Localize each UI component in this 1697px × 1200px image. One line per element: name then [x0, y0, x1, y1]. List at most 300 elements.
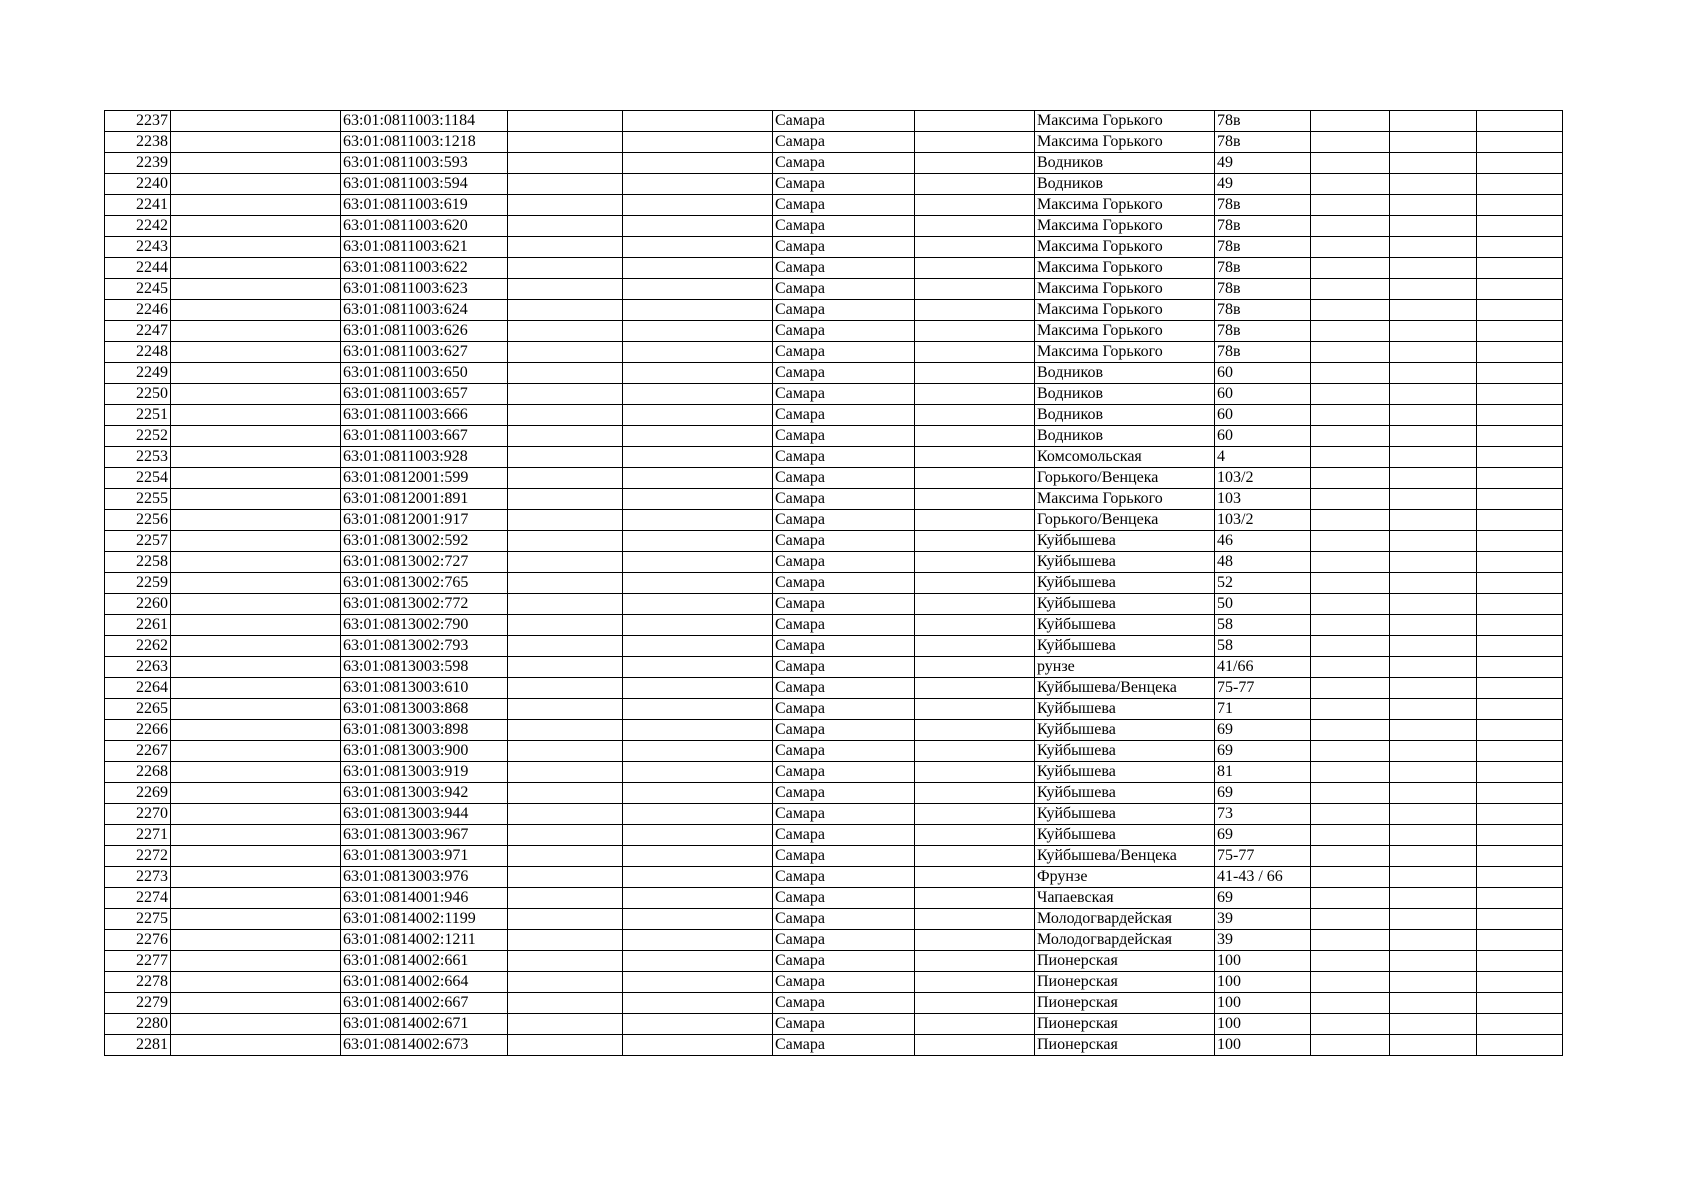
empty-cell — [508, 279, 623, 300]
table-row — [105, 384, 1563, 405]
street-cell: Пионерская — [1035, 972, 1215, 993]
empty-cell — [1477, 321, 1563, 342]
empty-cell — [623, 384, 773, 405]
table-row — [105, 321, 1563, 342]
house-number-cell: 78в — [1215, 300, 1311, 321]
row-number-cell: 2278 — [105, 972, 171, 993]
empty-cell — [1477, 153, 1563, 174]
street-cell: Максима Горького — [1035, 111, 1215, 132]
table-row — [105, 993, 1563, 1014]
empty-cell — [915, 720, 1035, 741]
empty-cell — [508, 846, 623, 867]
table-row — [105, 972, 1563, 993]
empty-cell — [508, 636, 623, 657]
empty-cell — [508, 552, 623, 573]
city-cell: Самара — [773, 216, 915, 237]
empty-cell — [1311, 762, 1390, 783]
empty-cell — [1477, 426, 1563, 447]
city-cell: Самара — [773, 552, 915, 573]
empty-cell — [1311, 363, 1390, 384]
empty-cell — [915, 111, 1035, 132]
empty-cell — [171, 1035, 341, 1056]
empty-cell — [623, 216, 773, 237]
empty-cell — [1311, 174, 1390, 195]
house-number-cell: 50 — [1215, 594, 1311, 615]
house-number-cell: 46 — [1215, 531, 1311, 552]
table-row — [105, 531, 1563, 552]
cadastral-number-cell: 63:01:0814002:667 — [341, 993, 508, 1014]
empty-cell — [1311, 111, 1390, 132]
empty-cell — [508, 1014, 623, 1035]
empty-cell — [1390, 237, 1477, 258]
empty-cell — [915, 363, 1035, 384]
empty-cell — [1311, 636, 1390, 657]
empty-cell — [1311, 216, 1390, 237]
street-cell: Максима Горького — [1035, 342, 1215, 363]
empty-cell — [1477, 825, 1563, 846]
empty-cell — [1477, 447, 1563, 468]
table-row — [105, 426, 1563, 447]
empty-cell — [1477, 804, 1563, 825]
empty-cell — [1477, 972, 1563, 993]
empty-cell — [915, 951, 1035, 972]
table-row — [105, 111, 1563, 132]
empty-cell — [1390, 489, 1477, 510]
empty-cell — [1311, 657, 1390, 678]
empty-cell — [1311, 993, 1390, 1014]
empty-cell — [1477, 867, 1563, 888]
empty-cell — [1311, 153, 1390, 174]
empty-cell — [171, 405, 341, 426]
empty-cell — [623, 111, 773, 132]
house-number-cell: 58 — [1215, 636, 1311, 657]
table-row — [105, 615, 1563, 636]
empty-cell — [1477, 342, 1563, 363]
house-number-cell: 49 — [1215, 153, 1311, 174]
table-row — [105, 342, 1563, 363]
city-cell: Самара — [773, 909, 915, 930]
row-number-cell: 2267 — [105, 741, 171, 762]
empty-cell — [1390, 741, 1477, 762]
empty-cell — [915, 405, 1035, 426]
street-cell: Пионерская — [1035, 1035, 1215, 1056]
empty-cell — [508, 615, 623, 636]
empty-cell — [1311, 678, 1390, 699]
row-number-cell: 2243 — [105, 237, 171, 258]
table-row — [105, 363, 1563, 384]
empty-cell — [1311, 699, 1390, 720]
empty-cell — [508, 804, 623, 825]
empty-cell — [1390, 825, 1477, 846]
empty-cell — [1477, 111, 1563, 132]
table-row — [105, 1035, 1563, 1056]
cadastral-number-cell: 63:01:0813003:610 — [341, 678, 508, 699]
empty-cell — [171, 195, 341, 216]
house-number-cell: 78в — [1215, 342, 1311, 363]
cadastral-number-cell: 63:01:0811003:626 — [341, 321, 508, 342]
empty-cell — [171, 258, 341, 279]
row-number-cell: 2262 — [105, 636, 171, 657]
row-number-cell: 2239 — [105, 153, 171, 174]
empty-cell — [623, 825, 773, 846]
empty-cell — [508, 363, 623, 384]
cadastral-number-cell: 63:01:0814002:664 — [341, 972, 508, 993]
empty-cell — [171, 552, 341, 573]
street-cell: Молодогвардейская — [1035, 930, 1215, 951]
city-cell: Самара — [773, 153, 915, 174]
empty-cell — [1477, 300, 1563, 321]
empty-cell — [1477, 699, 1563, 720]
empty-cell — [171, 909, 341, 930]
empty-cell — [1477, 594, 1563, 615]
house-number-cell: 100 — [1215, 972, 1311, 993]
empty-cell — [508, 342, 623, 363]
empty-cell — [623, 783, 773, 804]
empty-cell — [1390, 1014, 1477, 1035]
house-number-cell: 75-77 — [1215, 846, 1311, 867]
empty-cell — [1311, 468, 1390, 489]
table-row — [105, 153, 1563, 174]
empty-cell — [915, 1035, 1035, 1056]
empty-cell — [915, 300, 1035, 321]
street-cell: Чапаевская — [1035, 888, 1215, 909]
empty-cell — [623, 300, 773, 321]
cadastral-number-cell: 63:01:0813003:971 — [341, 846, 508, 867]
empty-cell — [508, 930, 623, 951]
row-number-cell: 2242 — [105, 216, 171, 237]
empty-cell — [915, 993, 1035, 1014]
street-cell: рунзе — [1035, 657, 1215, 678]
empty-cell — [508, 237, 623, 258]
empty-cell — [623, 447, 773, 468]
city-cell: Самара — [773, 741, 915, 762]
cadastral-number-cell: 63:01:0811003:666 — [341, 405, 508, 426]
empty-cell — [1311, 909, 1390, 930]
empty-cell — [171, 384, 341, 405]
empty-cell — [623, 804, 773, 825]
empty-cell — [623, 888, 773, 909]
empty-cell — [623, 489, 773, 510]
row-number-cell: 2264 — [105, 678, 171, 699]
cadastral-number-cell: 63:01:0811003:1184 — [341, 111, 508, 132]
empty-cell — [508, 951, 623, 972]
row-number-cell: 2252 — [105, 426, 171, 447]
empty-cell — [171, 342, 341, 363]
empty-cell — [508, 174, 623, 195]
empty-cell — [1311, 552, 1390, 573]
empty-cell — [171, 132, 341, 153]
empty-cell — [171, 678, 341, 699]
empty-cell — [623, 615, 773, 636]
empty-cell — [915, 594, 1035, 615]
empty-cell — [915, 195, 1035, 216]
city-cell: Самара — [773, 573, 915, 594]
data-table — [104, 110, 1563, 1056]
empty-cell — [171, 300, 341, 321]
empty-cell — [508, 195, 623, 216]
empty-cell — [508, 573, 623, 594]
house-number-cell: 78в — [1215, 111, 1311, 132]
table-row — [105, 846, 1563, 867]
cadastral-number-cell: 63:01:0814002:671 — [341, 1014, 508, 1035]
empty-cell — [915, 867, 1035, 888]
empty-cell — [1390, 468, 1477, 489]
empty-cell — [1390, 342, 1477, 363]
empty-cell — [508, 678, 623, 699]
empty-cell — [1390, 720, 1477, 741]
street-cell: Куйбышева/Венцека — [1035, 678, 1215, 699]
street-cell: Куйбышева — [1035, 825, 1215, 846]
empty-cell — [1311, 342, 1390, 363]
city-cell: Самара — [773, 489, 915, 510]
empty-cell — [915, 531, 1035, 552]
city-cell: Самара — [773, 531, 915, 552]
empty-cell — [171, 174, 341, 195]
row-number-cell: 2269 — [105, 783, 171, 804]
table-row — [105, 279, 1563, 300]
empty-cell — [171, 426, 341, 447]
street-cell: Куйбышева — [1035, 573, 1215, 594]
empty-cell — [623, 1014, 773, 1035]
empty-cell — [508, 216, 623, 237]
cadastral-number-cell: 63:01:0813002:772 — [341, 594, 508, 615]
cadastral-number-cell: 63:01:0814002:673 — [341, 1035, 508, 1056]
empty-cell — [1390, 300, 1477, 321]
cadastral-number-cell: 63:01:0814002:1211 — [341, 930, 508, 951]
row-number-cell: 2272 — [105, 846, 171, 867]
empty-cell — [915, 615, 1035, 636]
cadastral-number-cell: 63:01:0813003:944 — [341, 804, 508, 825]
empty-cell — [171, 783, 341, 804]
empty-cell — [508, 321, 623, 342]
empty-cell — [915, 699, 1035, 720]
city-cell: Самара — [773, 825, 915, 846]
empty-cell — [1477, 573, 1563, 594]
table-row — [105, 489, 1563, 510]
empty-cell — [508, 972, 623, 993]
empty-cell — [1390, 699, 1477, 720]
street-cell: Максима Горького — [1035, 321, 1215, 342]
empty-cell — [1477, 1014, 1563, 1035]
house-number-cell: 52 — [1215, 573, 1311, 594]
empty-cell — [1390, 993, 1477, 1014]
street-cell: Водников — [1035, 174, 1215, 195]
empty-cell — [1311, 510, 1390, 531]
empty-cell — [508, 489, 623, 510]
house-number-cell: 69 — [1215, 741, 1311, 762]
empty-cell — [1477, 510, 1563, 531]
empty-cell — [1311, 1014, 1390, 1035]
empty-cell — [1390, 132, 1477, 153]
row-number-cell: 2237 — [105, 111, 171, 132]
empty-cell — [1311, 930, 1390, 951]
cadastral-number-cell: 63:01:0813002:793 — [341, 636, 508, 657]
empty-cell — [1477, 741, 1563, 762]
empty-cell — [915, 132, 1035, 153]
empty-cell — [623, 153, 773, 174]
empty-cell — [171, 531, 341, 552]
street-cell: Куйбышева — [1035, 699, 1215, 720]
house-number-cell: 103 — [1215, 489, 1311, 510]
row-number-cell: 2254 — [105, 468, 171, 489]
house-number-cell: 75-77 — [1215, 678, 1311, 699]
table-row — [105, 888, 1563, 909]
empty-cell — [623, 132, 773, 153]
empty-cell — [171, 804, 341, 825]
city-cell: Самара — [773, 930, 915, 951]
empty-cell — [171, 153, 341, 174]
empty-cell — [508, 762, 623, 783]
city-cell: Самара — [773, 363, 915, 384]
empty-cell — [1477, 678, 1563, 699]
empty-cell — [623, 468, 773, 489]
table-row — [105, 594, 1563, 615]
row-number-cell: 2275 — [105, 909, 171, 930]
row-number-cell: 2251 — [105, 405, 171, 426]
cadastral-number-cell: 63:01:0813003:868 — [341, 699, 508, 720]
empty-cell — [1390, 552, 1477, 573]
empty-cell — [915, 741, 1035, 762]
city-cell: Самара — [773, 195, 915, 216]
empty-cell — [171, 720, 341, 741]
empty-cell — [1390, 321, 1477, 342]
empty-cell — [171, 846, 341, 867]
empty-cell — [915, 321, 1035, 342]
empty-cell — [1390, 426, 1477, 447]
cadastral-number-cell: 63:01:0813002:790 — [341, 615, 508, 636]
empty-cell — [915, 1014, 1035, 1035]
table-row — [105, 132, 1563, 153]
empty-cell — [915, 447, 1035, 468]
empty-cell — [1311, 972, 1390, 993]
empty-cell — [915, 468, 1035, 489]
cadastral-number-cell: 63:01:0811003:593 — [341, 153, 508, 174]
cadastral-number-cell: 63:01:0813002:765 — [341, 573, 508, 594]
house-number-cell: 78в — [1215, 321, 1311, 342]
empty-cell — [508, 909, 623, 930]
empty-cell — [508, 720, 623, 741]
city-cell: Самара — [773, 468, 915, 489]
empty-cell — [171, 741, 341, 762]
city-cell: Самара — [773, 657, 915, 678]
house-number-cell: 39 — [1215, 930, 1311, 951]
empty-cell — [1311, 489, 1390, 510]
empty-cell — [171, 825, 341, 846]
empty-cell — [1311, 531, 1390, 552]
empty-cell — [1390, 930, 1477, 951]
cadastral-number-cell: 63:01:0813003:976 — [341, 867, 508, 888]
empty-cell — [623, 699, 773, 720]
row-number-cell: 2256 — [105, 510, 171, 531]
empty-cell — [508, 993, 623, 1014]
empty-cell — [1477, 468, 1563, 489]
street-cell: Максима Горького — [1035, 279, 1215, 300]
empty-cell — [915, 930, 1035, 951]
empty-cell — [1390, 111, 1477, 132]
row-number-cell: 2258 — [105, 552, 171, 573]
house-number-cell: 41-43 / 66 — [1215, 867, 1311, 888]
empty-cell — [1311, 951, 1390, 972]
empty-cell — [623, 867, 773, 888]
empty-cell — [623, 174, 773, 195]
cadastral-number-cell: 63:01:0811003:667 — [341, 426, 508, 447]
empty-cell — [623, 846, 773, 867]
table-row — [105, 699, 1563, 720]
table-row — [105, 636, 1563, 657]
empty-cell — [623, 552, 773, 573]
table-row — [105, 405, 1563, 426]
row-number-cell: 2274 — [105, 888, 171, 909]
empty-cell — [171, 993, 341, 1014]
house-number-cell: 103/2 — [1215, 468, 1311, 489]
table-row — [105, 1014, 1563, 1035]
empty-cell — [1390, 594, 1477, 615]
empty-cell — [508, 657, 623, 678]
empty-cell — [171, 972, 341, 993]
house-number-cell: 39 — [1215, 909, 1311, 930]
empty-cell — [171, 321, 341, 342]
empty-cell — [508, 468, 623, 489]
empty-cell — [1311, 783, 1390, 804]
empty-cell — [1390, 636, 1477, 657]
street-cell: Куйбышева — [1035, 720, 1215, 741]
cadastral-number-cell: 63:01:0813003:919 — [341, 762, 508, 783]
empty-cell — [623, 657, 773, 678]
empty-cell — [1390, 888, 1477, 909]
empty-cell — [508, 783, 623, 804]
table-row — [105, 447, 1563, 468]
city-cell: Самара — [773, 426, 915, 447]
cadastral-number-cell: 63:01:0811003:1218 — [341, 132, 508, 153]
empty-cell — [915, 909, 1035, 930]
street-cell: Куйбышева — [1035, 762, 1215, 783]
street-cell: Максима Горького — [1035, 489, 1215, 510]
empty-cell — [1390, 867, 1477, 888]
street-cell: Водников — [1035, 426, 1215, 447]
empty-cell — [1311, 426, 1390, 447]
empty-cell — [171, 615, 341, 636]
table-row — [105, 930, 1563, 951]
street-cell: Комсомольская — [1035, 447, 1215, 468]
empty-cell — [915, 342, 1035, 363]
empty-cell — [1311, 825, 1390, 846]
empty-cell — [915, 762, 1035, 783]
street-cell: Куйбышева — [1035, 552, 1215, 573]
city-cell: Самара — [773, 258, 915, 279]
cadastral-number-cell: 63:01:0812001:891 — [341, 489, 508, 510]
cadastral-number-cell: 63:01:0812001:917 — [341, 510, 508, 531]
house-number-cell: 100 — [1215, 993, 1311, 1014]
cadastral-number-cell: 63:01:0811003:594 — [341, 174, 508, 195]
table-row — [105, 804, 1563, 825]
empty-cell — [623, 762, 773, 783]
empty-cell — [171, 363, 341, 384]
city-cell: Самара — [773, 615, 915, 636]
empty-cell — [1390, 615, 1477, 636]
empty-cell — [508, 867, 623, 888]
cadastral-number-cell: 63:01:0811003:622 — [341, 258, 508, 279]
row-number-cell: 2248 — [105, 342, 171, 363]
empty-cell — [623, 531, 773, 552]
city-cell: Самара — [773, 111, 915, 132]
empty-cell — [623, 405, 773, 426]
empty-cell — [1311, 1035, 1390, 1056]
empty-cell — [1390, 195, 1477, 216]
empty-cell — [171, 762, 341, 783]
empty-cell — [623, 930, 773, 951]
cadastral-number-cell: 63:01:0811003:627 — [341, 342, 508, 363]
empty-cell — [1390, 510, 1477, 531]
